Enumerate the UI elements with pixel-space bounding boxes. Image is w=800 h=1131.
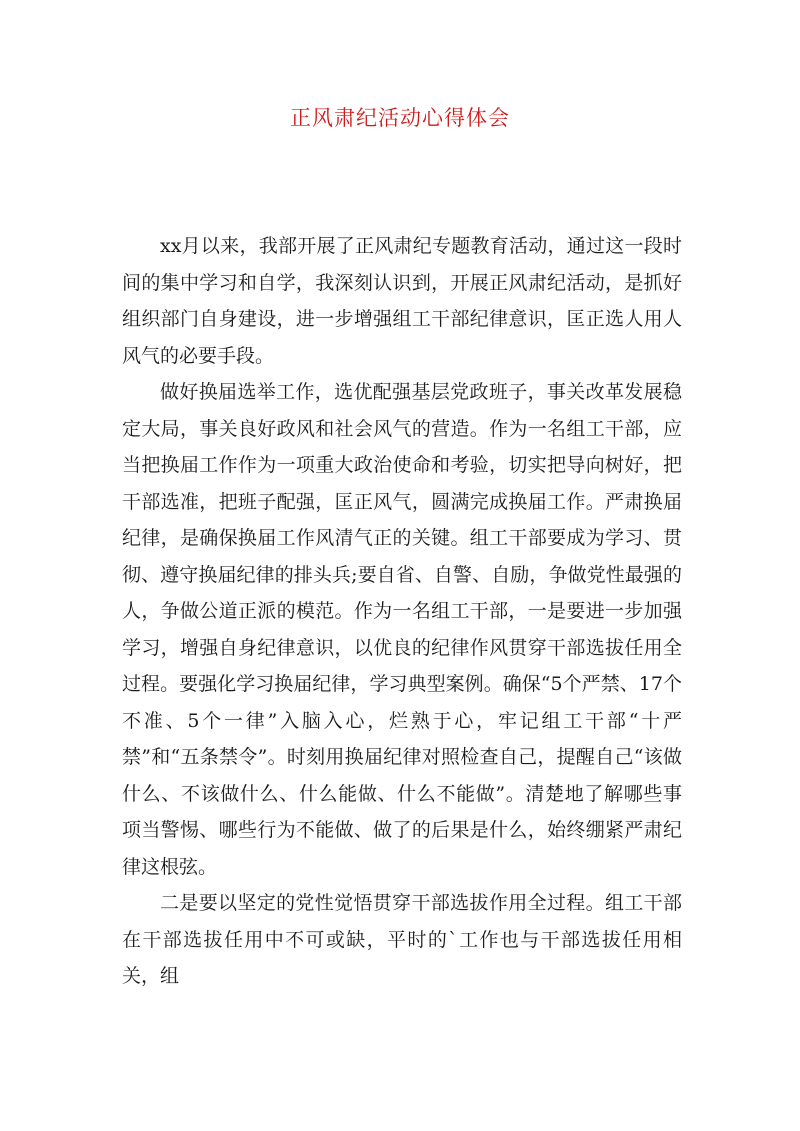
paragraph-2: 做好换届选举工作，选优配强基层党政班子，事关改革发展稳定大局，事关良好政风和社会风气的营造。作为一名组工干部，应当把换届工作作为一项重大政治使命和考验，切实把导向树好，把干部选准，把班子配强，匡正风气，圆满完成换届工作。严肃换届纪律，是确保换届工作风清气正的关键。组工干部要成为学习、贯彻、遵守换届纪律的排头兵;要自省、自警、自励，争做党性最强的人，争做公道正派的模范。作为一名组工干部，一是要进一步加强学习，增强自身纪律意识，以优良的纪律作风贯穿干部选拔任用全过程。要强化学习换届纪律，学习典型案例。确保“5个严禁、17个不准、5个一律”入脑入心，烂熟于心，牢记组工干部“十严禁”和“五条禁令”。时刻用换届纪律对照检查自己，提醒自己“该做什么、不该做什么、什么能做、什么不能做”。清楚地了解哪些事项当警惕、哪些行为不能做、做了的后果是什么，始终绷紧严肃纪律这根弦。: [122, 381, 682, 878]
document-body: [122, 228, 682, 995]
paragraph-3: 二是要以坚定的党性觉悟贯穿干部选拔作用全过程。组工干部在干部选拔任用中不可或缺，平时的`工作也与干部选拔任用相关，组: [122, 892, 682, 987]
paragraph-1: xx月以来，我部开展了正风肃纪专题教育活动，通过这一段时间的集中学习和自学，我深刻认识到，开展正风肃纪活动，是抓好组织部门自身建设，进一步增强组工干部纪律意识，匡正选人用人风气的必要手段。: [122, 235, 682, 367]
document-title: 正风肃纪活动心得体会: [290, 106, 510, 130]
